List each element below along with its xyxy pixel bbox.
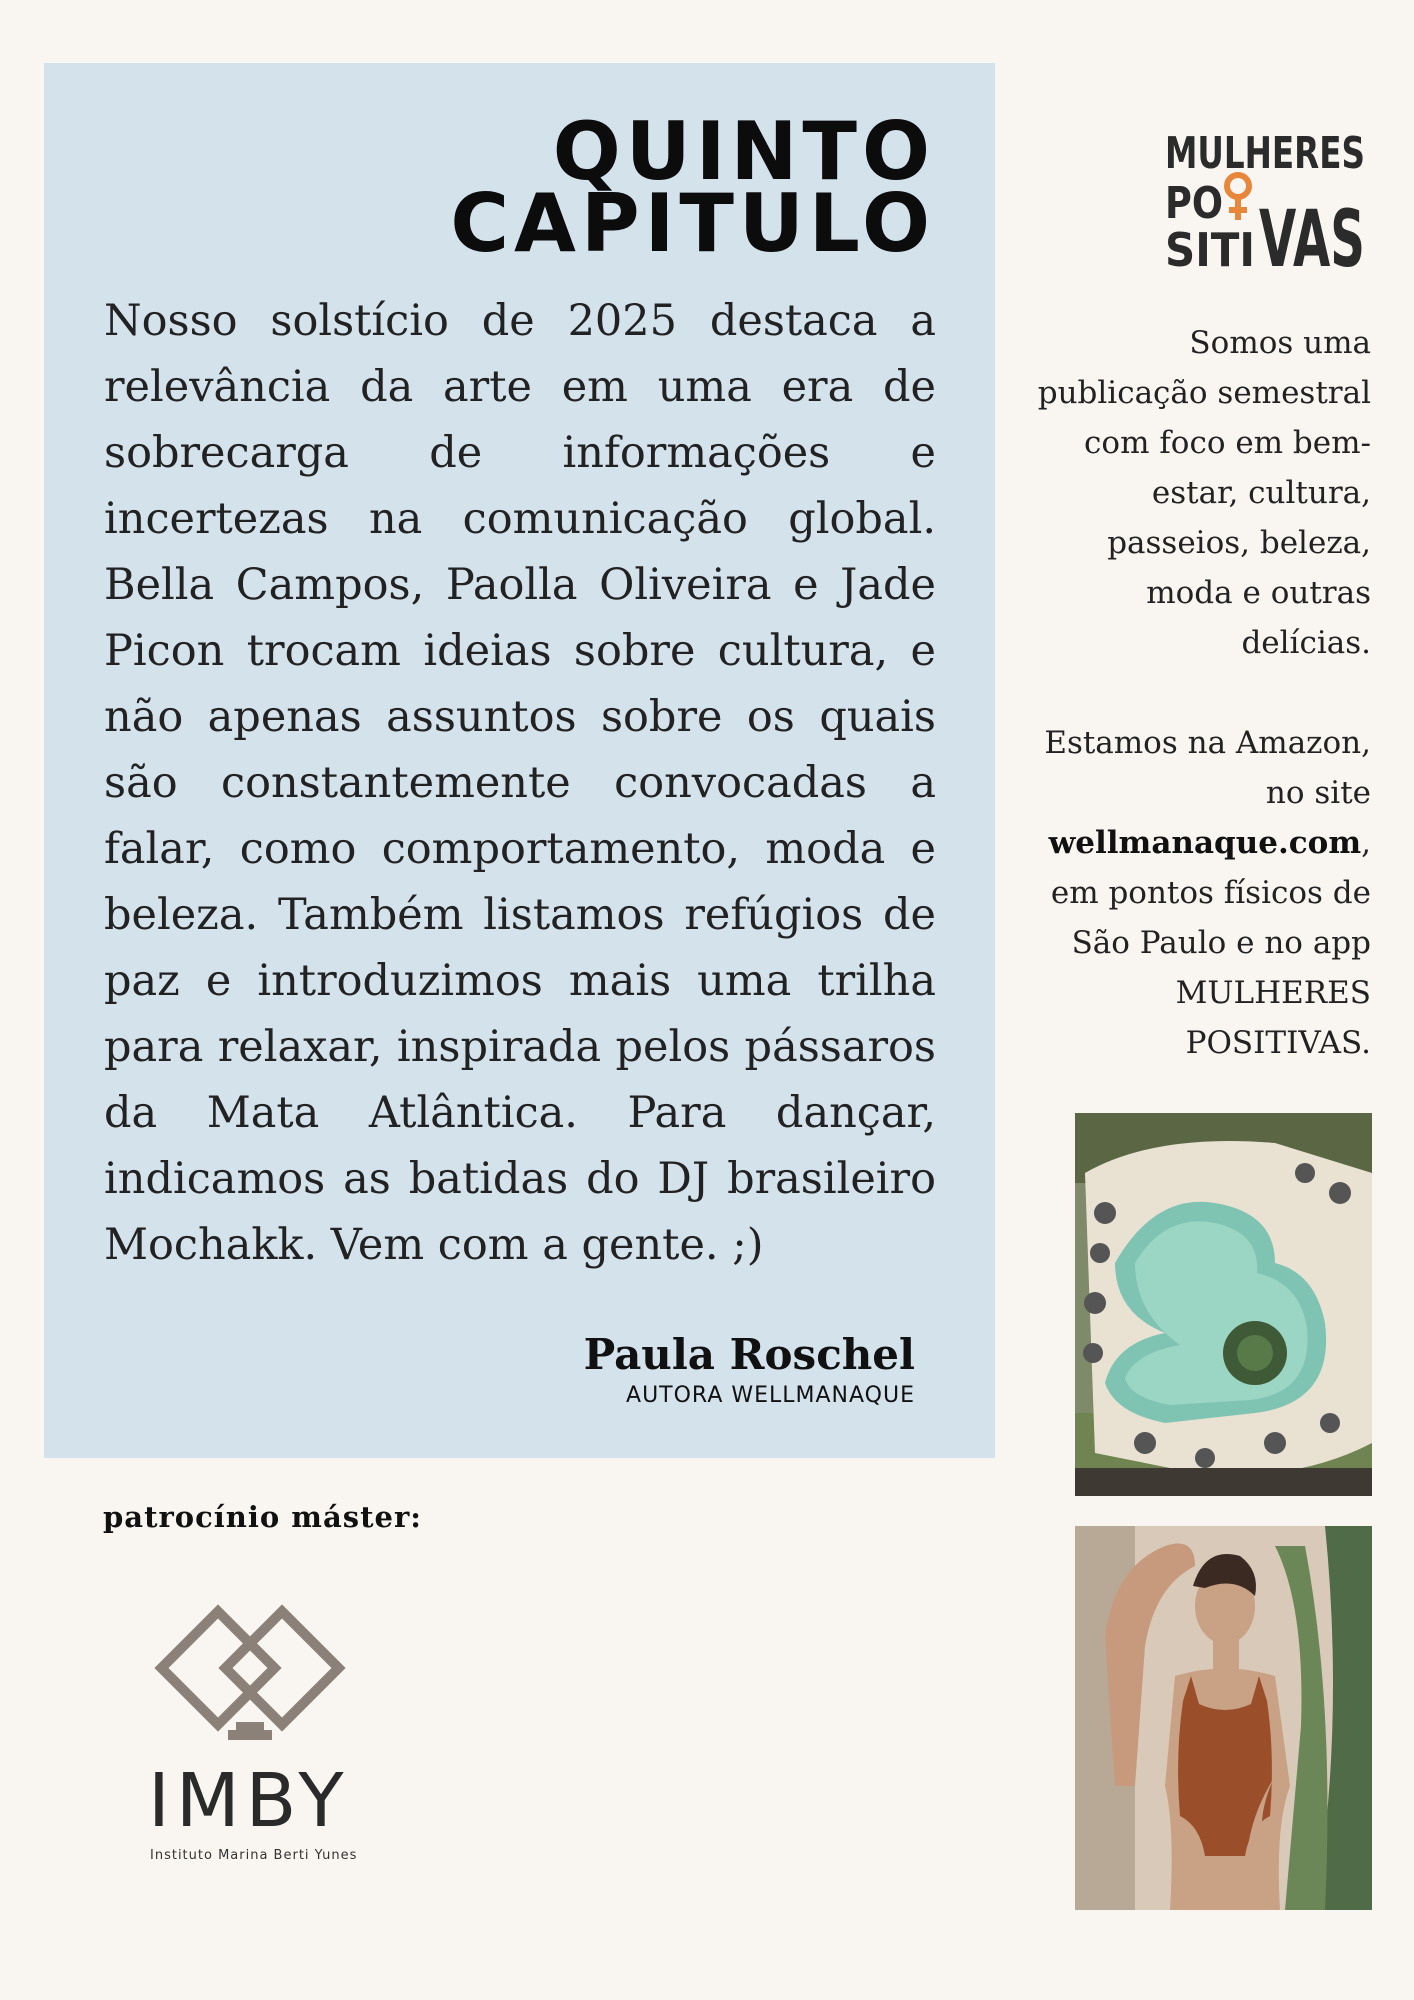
- about-text: [1011, 318, 1371, 1068]
- mulheres-positivas-logo: [1163, 124, 1368, 285]
- editorial-body: Nosso solstício de 2025 destaca a relevância da arte em uma era de sobrecarga de informações e incertezas na comunicação global. Bella Campos, Paolla Oliveira e Jade Picon trocam ideias sobre cultura, e não apenas assuntos sobre os quais são constantemente convocadas a falar, como comportamento, moda e beleza. Também listamos refúgios de paz e introduzimos mais uma trilha para relaxar, inspirada pelos pássaros da Mata Atlântica. Para dançar, indicamos as batidas do DJ brasileiro Mochakk. Vem com a gente. ;): [104, 296, 936, 1270]
- author-name: Paula Roschel: [583, 1330, 915, 1379]
- sponsor-label: patrocínio máster:: [103, 1500, 422, 1534]
- about-p2-lead: Estamos na Amazon, no site: [1044, 725, 1371, 811]
- swimsuit-model-photo: [1075, 1526, 1372, 1910]
- imby-subtitle: Instituto Marina Berti Yunes: [150, 1848, 358, 1863]
- logo-line-1: MULHERES: [1165, 128, 1365, 179]
- about-p2-tail: , em pontos físicos de São Paulo e no app MULHERES POSITIVAS.: [1050, 825, 1371, 1061]
- title-line-1: QUINTO: [552, 105, 935, 198]
- wellmanaque-link[interactable]: wellmanaque.com: [1048, 825, 1362, 861]
- title-line-2: CAPITULO: [450, 177, 935, 270]
- logo-line-3b: VAS: [1259, 195, 1365, 285]
- about-paragraph-1: Somos uma publicação semestral com foco em bem-estar, cultura, passeios, beleza, moda e outras delícias.: [1037, 325, 1371, 661]
- logo-line-3a: SITI: [1165, 223, 1255, 277]
- aerial-pool-photo: [1075, 1113, 1372, 1496]
- imby-wordmark: IMBY: [148, 1758, 350, 1844]
- page-title: [450, 105, 935, 270]
- editorial-panel: [44, 63, 995, 1458]
- female-symbol-icon: [1227, 175, 1249, 220]
- author-role: AUTORA WELLMANAQUE: [626, 1383, 915, 1408]
- imby-diamond-logo: [140, 1590, 360, 1750]
- paragraph-spacer: [1011, 668, 1371, 718]
- logo-line-2: PO: [1165, 178, 1223, 229]
- about-paragraph-2: [1011, 718, 1371, 1068]
